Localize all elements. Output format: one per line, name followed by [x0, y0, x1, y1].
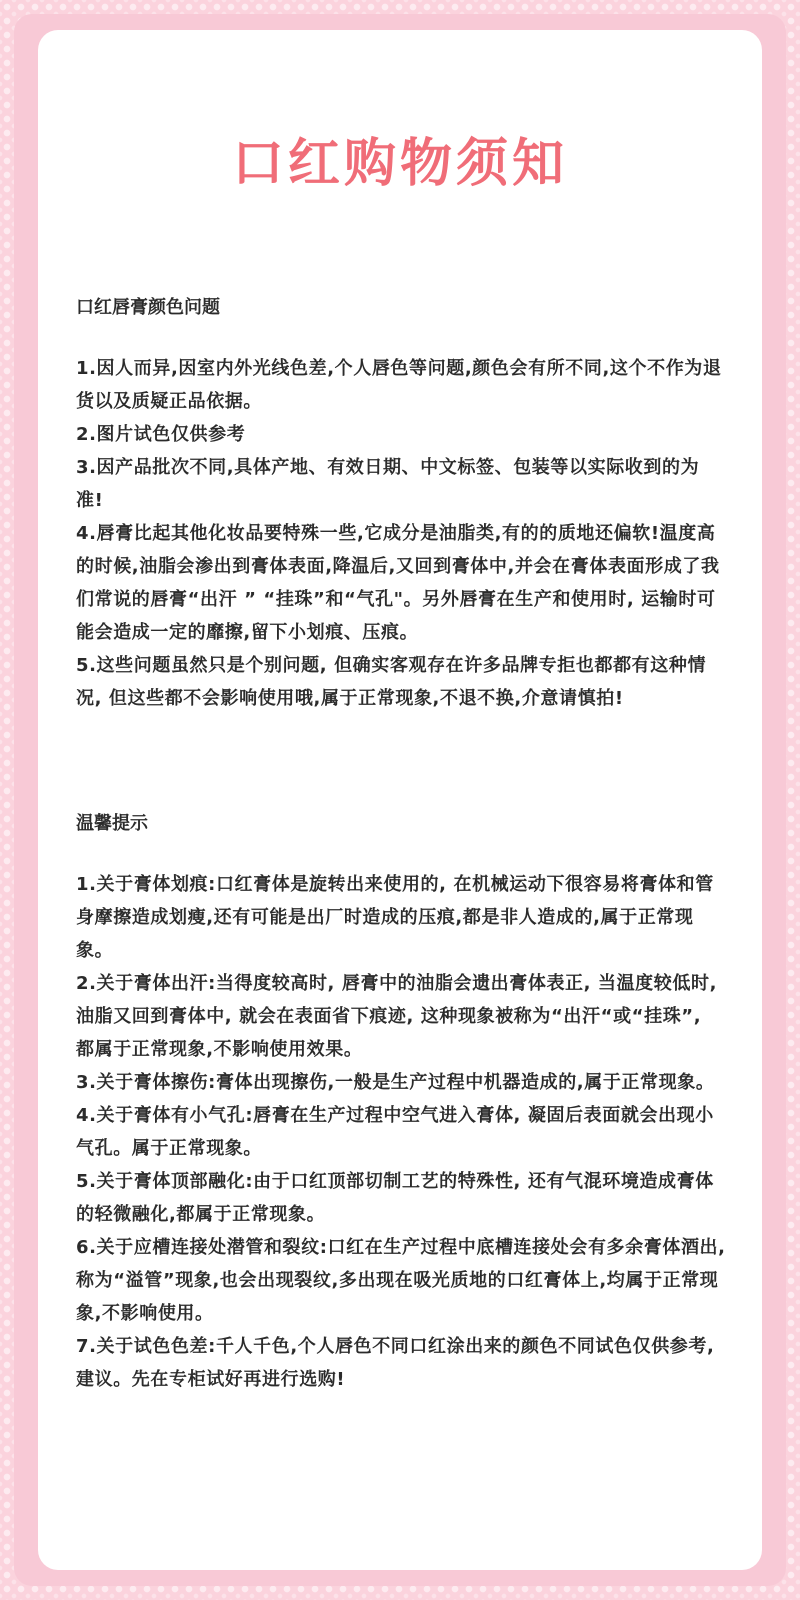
list-item: 4.关于膏体有小气孔:唇膏在生产过程中空气进入膏体, 凝固后表面就会出现小气孔。属于正常现象。	[76, 1105, 714, 1159]
list-item: 3.关于膏体擦伤:膏体出现擦伤,一般是生产过程中机器造成的,属于正常现象。	[76, 1072, 715, 1093]
section-heading: 温馨提示	[76, 813, 148, 834]
list-item: 5.这些问题虽然只是个别问题, 但确实客观存在许多品牌专拒也都都有这种情况, 但这些都不会影响使用哦,属于正常现象,不退不换,介意请慎拍!	[76, 655, 707, 709]
page-title: 口红购物须知	[231, 134, 568, 194]
list-item: 1.关于膏体划痕:口红膏体是旋转出来使用的, 在机械运动下很容易将膏体和管身摩擦造成划瘦,还有可能是出厂时造成的压痕,都是非人造成的,属于正常现象。	[76, 874, 714, 961]
section-warm-tips	[76, 808, 726, 1396]
list-item: 7.关于试色色差:千人千色,个人唇色不同口红涂出来的颜色不同试色仅供参考,建议。先在专柜试好再进行选购!	[76, 1336, 715, 1390]
section-lipstick-color	[76, 292, 726, 715]
list-item: 2.图片试色仅供参考	[76, 424, 246, 445]
list-item: 5.关于膏体顶部融化:由于口红顶部切制工艺的特殊性, 还有气混环境造成膏体的轻微融化,都属于正常现象。	[76, 1171, 714, 1225]
list-item: 4.唇膏比起其他化妆品要特殊一些,它成分是油脂类,有的的质地还偏软!温度高的时候,油脂会渗出到膏体表面,降温后,又回到膏体中,并会在膏体表面形成了我们常说的唇膏“出汗 ” “挂珠”和“气孔"。另外唇膏在生产和使用时, 运输时可能会造成一定的靡擦,留下小划痕、压痕。	[76, 523, 720, 643]
list-item: 6.关于应槽连接处潜管和裂纹:口红在生产过程中底槽连接处会有多余膏体酒出, 称为“溢管”现象,也会出现裂纹,多出现在吸光质地的口红膏体上,均属于正常现象,不影响使用。	[76, 1237, 726, 1324]
list-item: 1.因人而异,因室内外光线色差,个人唇色等问题,颜色会有所不同,这个不作为退货以及质疑正品依据。	[76, 358, 722, 412]
list-item: 2.关于膏体出汗:当得度较高时, 唇膏中的油脂会遗出膏体表正, 当温度较低时, 油脂又回到膏体中, 就会在表面省下痕迹, 这种现象被称为“出汗“或“挂珠”, 都属于正常现象,不影响使用效果。	[76, 973, 718, 1060]
list-item: 3.因产品批次不同,具体产地、有效日期、中文标签、包装等以实际收到的为准!	[76, 457, 700, 511]
section-heading: 口红唇膏颜色问题	[76, 297, 220, 318]
